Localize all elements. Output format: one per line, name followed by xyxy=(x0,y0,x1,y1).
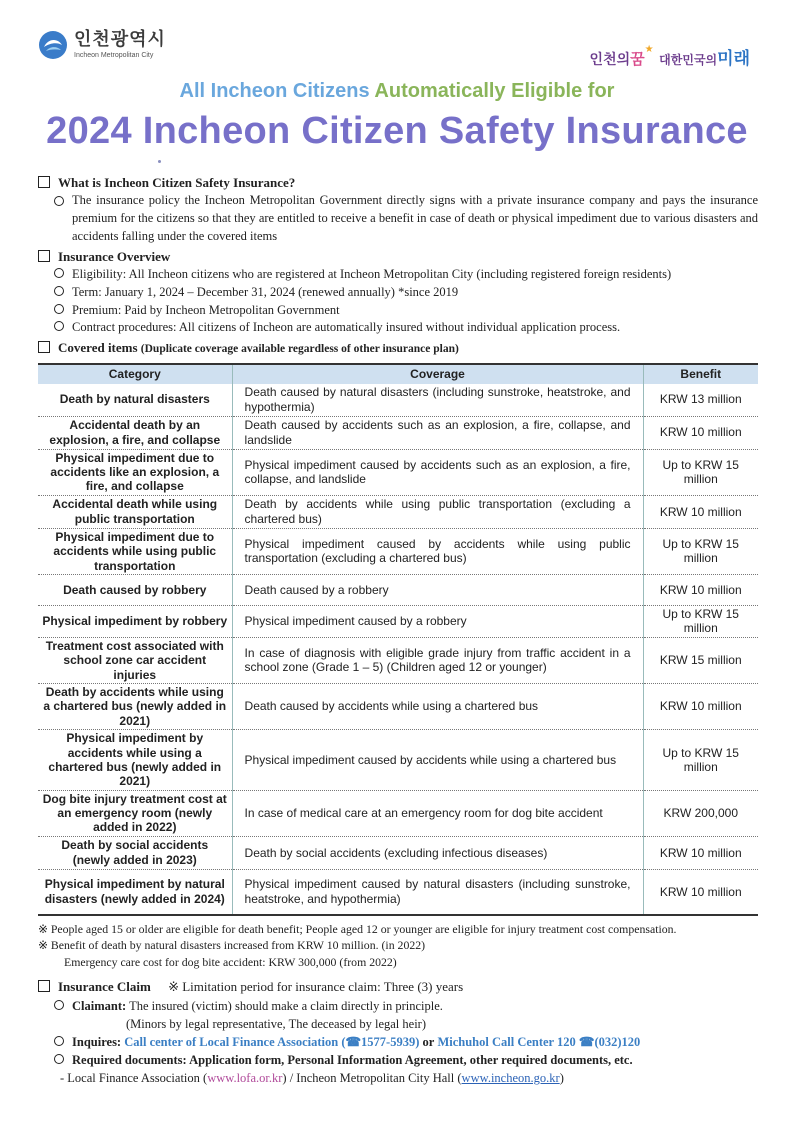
benefit-cell: KRW 10 million xyxy=(643,836,758,869)
what-is-item: The insurance policy the Incheon Metropolitan Government directly signs with a private insurance company and pays the insurance premium for the citizens so that they are entitled to receive a benefit in case of death or physical impediment due to various disasters and accidents falling under the covered items xyxy=(38,192,758,245)
overview-item-contract: Contract procedures: All citizens of Incheon are automatically insured without individual application process. xyxy=(38,319,758,337)
category-cell: Physical impediment due to accidents like an explosion, a fire, and collapse xyxy=(38,449,232,495)
covered-heading: Covered items (Duplicate coverage available regardless of other insurance plan) xyxy=(38,339,758,357)
document-body xyxy=(38,172,758,1087)
checkbox-square-icon xyxy=(38,176,50,188)
coverage-cell: Physical impediment caused by accidents while using public transportation (excluding a chartered bus) xyxy=(232,528,643,574)
circle-bullet-icon xyxy=(54,321,64,331)
benefit-cell: Up to KRW 15 million xyxy=(643,449,758,495)
category-cell: Death by natural disasters xyxy=(38,384,232,417)
slogan xyxy=(590,44,750,69)
slogan-part1: 인천의 xyxy=(589,52,631,68)
circle-bullet-icon xyxy=(54,1036,64,1046)
logo-subtitle: Incheon Metropolitan City xyxy=(74,52,154,59)
michuhol-call-center-link[interactable]: Michuhol Call Center 120 ☎(032)120 xyxy=(437,1034,641,1049)
checkbox-square-icon xyxy=(38,250,50,262)
slogan-part3: 대한민국의 xyxy=(659,53,718,67)
category-cell: Dog bite injury treatment cost at an emergency room (newly added in 2022) xyxy=(38,790,232,836)
inquires-item: Inquires: Call center of Local Finance Association (☎1577-5939) or Michuhol Call Center 120 ☎(032)120 xyxy=(38,1033,758,1051)
claim-limitation: ※ Limitation period for insurance claim: Three (3) years xyxy=(168,978,464,994)
decorative-dot xyxy=(158,160,161,163)
table-row xyxy=(38,495,758,528)
benefit-cell: Up to KRW 15 million xyxy=(643,605,758,637)
table-row xyxy=(38,416,758,449)
benefit-cell: KRW 13 million xyxy=(643,384,758,417)
claim-heading: Insurance Claim ※ Limitation period for insurance claim: Three (3) years xyxy=(38,978,758,997)
category-cell: Death by social accidents (newly added in 2023) xyxy=(38,836,232,869)
coverage-cell: Physical impediment caused by a robbery xyxy=(232,605,643,637)
table-row xyxy=(38,637,758,683)
benefit-cell: KRW 15 million xyxy=(643,637,758,683)
coverage-cell: Death caused by accidents while using a chartered bus xyxy=(232,683,643,729)
category-cell: Death caused by robbery xyxy=(38,574,232,605)
coverage-cell: Physical impediment caused by accidents such as an explosion, a fire, collapse, and landslide xyxy=(232,449,643,495)
overview-item-eligibility: Eligibility: All Incheon citizens who are registered at Incheon Metropolitan City (including registered foreign residents) xyxy=(38,266,758,284)
subheading-part2: Automatically Eligible for xyxy=(374,80,615,102)
coverage-cell: Death caused by natural disasters (including sunstroke, heatstroke, and hypothermia) xyxy=(232,384,643,417)
coverage-table xyxy=(38,363,758,916)
city-logo xyxy=(38,30,166,60)
benefit-cell: KRW 10 million xyxy=(643,683,758,729)
coverage-cell: Death by accidents while using public transportation (excluding a chartered bus) xyxy=(232,495,643,528)
circle-bullet-icon xyxy=(54,1054,64,1064)
circle-bullet-icon xyxy=(54,1000,64,1010)
category-cell: Physical impediment by robbery xyxy=(38,605,232,637)
category-cell: Treatment cost associated with school zone car accident injuries xyxy=(38,637,232,683)
table-row xyxy=(38,683,758,729)
column-header-category: Category xyxy=(38,364,232,384)
column-header-coverage: Coverage xyxy=(232,364,643,384)
benefit-cell: KRW 10 million xyxy=(643,495,758,528)
table-header-row xyxy=(38,364,758,384)
circle-bullet-icon xyxy=(54,268,64,278)
table-row xyxy=(38,730,758,791)
checkbox-square-icon xyxy=(38,980,50,992)
websites-line: - Local Finance Association (www.lofa.or.kr) / Incheon Metropolitan City Hall (www.incheon.go.kr) xyxy=(60,1071,564,1086)
star-icon: ★ xyxy=(644,44,654,55)
coverage-cell: Physical impediment caused by accidents while using a chartered bus xyxy=(232,730,643,791)
table-row xyxy=(38,869,758,915)
benefit-cell: KRW 10 million xyxy=(643,574,758,605)
category-cell: Death by accidents while using a chartered bus (newly added in 2021) xyxy=(38,683,232,729)
lofa-website-link[interactable]: www.lofa.or.kr xyxy=(207,1071,283,1086)
claim-section xyxy=(38,978,758,1087)
table-row xyxy=(38,449,758,495)
category-cell: Accidental death while using public transportation xyxy=(38,495,232,528)
claimant-item: Claimant: The insured (victim) should make a claim directly in principle. xyxy=(38,997,758,1015)
benefit-cell: KRW 200,000 xyxy=(643,790,758,836)
subheading-part1: All Incheon Citizens xyxy=(179,80,370,102)
table-row xyxy=(38,836,758,869)
checkbox-square-icon xyxy=(38,341,50,353)
coverage-cell: Death by social accidents (excluding infectious diseases) xyxy=(232,836,643,869)
category-cell: Physical impediment by natural disasters (newly added in 2024) xyxy=(38,869,232,915)
overview-item-term: Term: January 1, 2024 – December 31, 2024 (renewed annually) *since 2019 xyxy=(38,284,758,302)
category-cell: Physical impediment due to accidents while using public transportation xyxy=(38,528,232,574)
benefit-cell: Up to KRW 15 million xyxy=(643,528,758,574)
column-header-benefit: Benefit xyxy=(643,364,758,384)
footnote-dog-bite: Emergency care cost for dog bite accident: KRW 300,000 (from 2022) xyxy=(64,954,397,969)
circle-bullet-icon xyxy=(54,304,64,314)
coverage-cell: In case of medical care at an emergency room for dog bite accident xyxy=(232,790,643,836)
incheon-logo-icon xyxy=(38,30,68,60)
benefit-cell: Up to KRW 15 million xyxy=(643,730,758,791)
coverage-cell: Death caused by accidents such as an explosion, a fire, collapse, and landslide xyxy=(232,416,643,449)
footnote-natural-disaster: ※ Benefit of death by natural disasters increased from KRW 10 million. (in 2022) xyxy=(38,938,426,953)
page-title: 2024 Incheon Citizen Safety Insurance xyxy=(46,110,748,152)
category-cell: Accidental death by an explosion, a fire, and collapse xyxy=(38,416,232,449)
category-cell: Physical impediment by accidents while using a chartered bus (newly added in 2021) xyxy=(38,730,232,791)
overview-heading: Insurance Overview xyxy=(38,248,758,266)
circle-bullet-icon xyxy=(54,196,64,206)
documents-item: Required documents: Application form, Personal Information Agreement, other required documents, etc. xyxy=(38,1051,758,1069)
what-is-heading: What is Incheon Citizen Safety Insurance? xyxy=(38,174,758,192)
table-row xyxy=(38,574,758,605)
covered-note: (Duplicate coverage available regardless of other insurance plan) xyxy=(140,343,459,356)
subheading xyxy=(0,80,794,103)
circle-bullet-icon xyxy=(54,286,64,296)
claimant-note: (Minors by legal representative, The deceased by legal heir) xyxy=(126,1016,426,1031)
table-row xyxy=(38,384,758,417)
coverage-cell: Physical impediment caused by natural disasters (including sunstroke, heatstroke, and hypothermia) xyxy=(232,869,643,915)
logo-name: 인천광역시 xyxy=(74,29,166,50)
benefit-cell: KRW 10 million xyxy=(643,869,758,915)
overview-item-premium: Premium: Paid by Incheon Metropolitan Government xyxy=(38,302,758,320)
coverage-cell: In case of diagnosis with eligible grade injury from traffic accident in a school zone (Grade 1 – 5) (Children aged 12 or younger) xyxy=(232,637,643,683)
footnote-age: ※ People aged 15 or older are eligible for death benefit; People aged 12 or younger are eligible for injury treatment cost compensation. xyxy=(38,921,677,936)
coverage-cell: Death caused by a robbery xyxy=(232,574,643,605)
slogan-part2: 꿈 xyxy=(630,50,645,68)
table-row xyxy=(38,790,758,836)
benefit-cell: KRW 10 million xyxy=(643,416,758,449)
slogan-part4: 미래 xyxy=(717,49,750,69)
table-row xyxy=(38,605,758,637)
table-row xyxy=(38,528,758,574)
footnotes xyxy=(38,922,758,970)
incheon-website-link[interactable]: www.incheon.go.kr xyxy=(461,1071,560,1086)
local-finance-call-center-link[interactable]: Call center of Local Finance Association (☎1577-5939) xyxy=(124,1034,420,1049)
